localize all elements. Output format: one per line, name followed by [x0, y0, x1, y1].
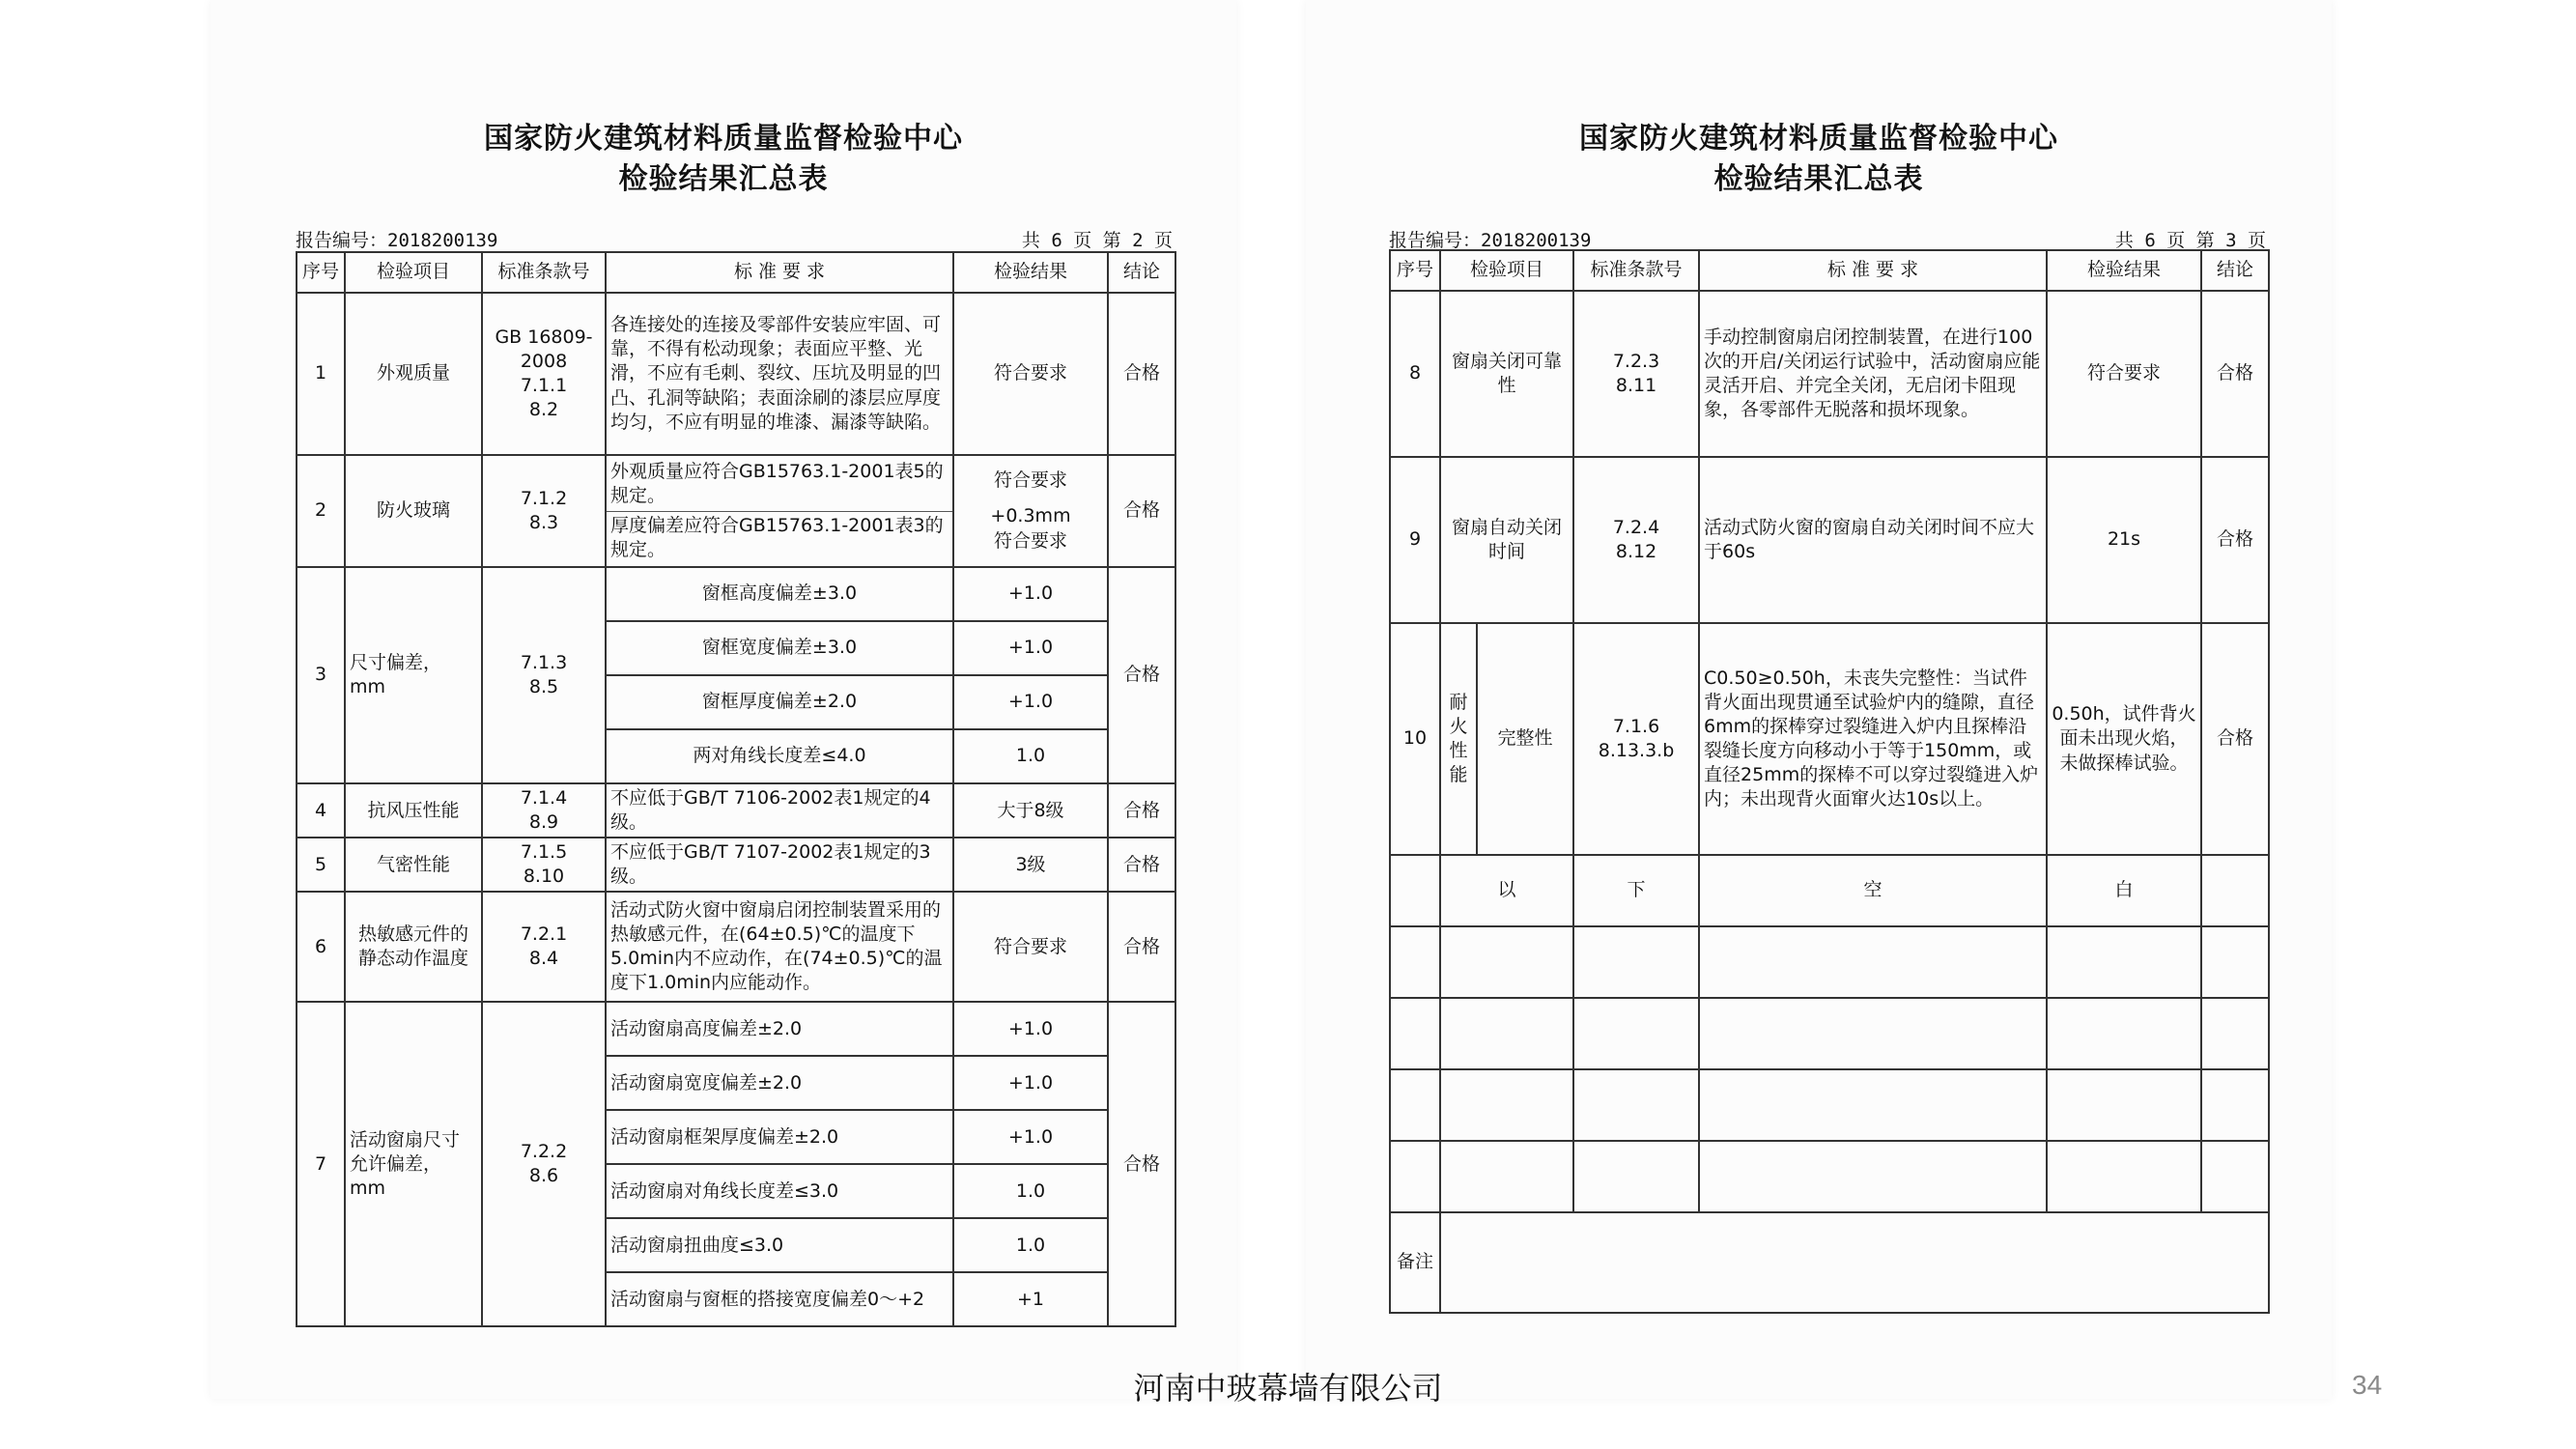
table-row: [297, 293, 1175, 455]
header-no: 序号: [297, 252, 345, 293]
sub-requirement: 活动窗扇框架厚度偏差±2.0: [606, 1110, 953, 1164]
row-conclusion: 合格: [2201, 623, 2269, 855]
header-requirement: 标 准 要 求: [1699, 250, 2047, 291]
clause-line: 7.2.1: [520, 923, 568, 946]
clause-line: 8.6: [528, 1165, 559, 1187]
row-conclusion: 合格: [1108, 455, 1175, 567]
clause-line: 8.13.3.b: [1598, 740, 1675, 761]
clause-line: 7.2.4: [1612, 516, 1660, 538]
sub-result: 1.0: [953, 1218, 1108, 1272]
sub-requirement: 窗框宽度偏差±3.0: [606, 621, 953, 675]
clause-line: 8.12: [1615, 541, 1657, 562]
sub-requirement: 活动窗扇与窗框的搭接宽度偏差0～+2: [606, 1272, 953, 1326]
clause-line: 7.2.2: [520, 1141, 568, 1163]
clause-line: 8.5: [528, 676, 559, 697]
blank-mark: 以: [1440, 855, 1573, 926]
row-no: 10: [1390, 623, 1440, 855]
sub-requirement: 窗框厚度偏差±2.0: [606, 675, 953, 729]
row-no: 1: [297, 293, 345, 455]
table-row: [297, 455, 1175, 567]
row-result: [953, 455, 1108, 567]
sub-result: +1.0: [953, 1002, 1108, 1056]
row-no: 8: [1390, 291, 1440, 457]
results-table: [296, 251, 1176, 1327]
row-conclusion: 合格: [2201, 457, 2269, 623]
row-conclusion: 合格: [1108, 567, 1175, 783]
empty-cell: [2047, 1069, 2201, 1141]
row-no: 7: [297, 1002, 345, 1326]
row-conclusion: 合格: [2201, 291, 2269, 457]
slide-page-number: 34: [2352, 1370, 2383, 1400]
sub-result: +1.0: [953, 1110, 1108, 1164]
vertical-label: 耐火性能: [1449, 691, 1468, 786]
table-header-row: [297, 252, 1175, 293]
sub-result: +1.0: [953, 1056, 1108, 1110]
row-conclusion: 合格: [1108, 838, 1175, 892]
row-no: 4: [297, 783, 345, 838]
row-clause: [482, 455, 606, 567]
clause-line: 8.11: [1615, 375, 1657, 396]
empty-row: [1390, 926, 2269, 998]
empty-row: [1390, 998, 2269, 1069]
empty-cell: [1390, 926, 1440, 998]
empty-cell: [1440, 1141, 1573, 1212]
table-header-row: [1390, 250, 2269, 291]
row-result: 符合要求: [953, 293, 1108, 455]
row-requirement: 不应低于GB/T 7106-2002表1规定的4级。: [606, 783, 953, 838]
result-line: +0.3mm: [990, 505, 1071, 527]
empty-cell: [1699, 998, 2047, 1069]
row-item: 完整性: [1477, 623, 1573, 855]
page-subtitle: 检验结果汇总表: [1713, 162, 1924, 196]
row-clause: [1573, 291, 1699, 457]
empty-cell: [2201, 998, 2269, 1069]
results-table: [1389, 249, 2270, 1314]
clause-line: 7.2.3: [1612, 350, 1660, 372]
blank-mark: 下: [1573, 855, 1699, 926]
row-conclusion: 合格: [1108, 1002, 1175, 1326]
row-requirement: [606, 455, 953, 567]
empty-cell: [1573, 1141, 1699, 1212]
row-clause: [1573, 623, 1699, 855]
sub-requirement: 活动窗扇宽度偏差±2.0: [606, 1056, 953, 1110]
header-clause: 标准条款号: [482, 252, 606, 293]
empty-cell: [1390, 998, 1440, 1069]
page-title: 国家防火建筑材料质量监督检验中心: [1579, 122, 2058, 156]
row-requirement: 手动控制窗扇启闭控制装置，在进行100次的开启/关闭运行试验中，活动窗扇应能灵活开启、并完全关闭，无启闭卡阻现象，各零部件无脱落和损坏现象。: [1699, 291, 2047, 457]
header-item: 检验项目: [1440, 250, 1573, 291]
row-no: 3: [297, 567, 345, 783]
row-item: 活动窗扇尺寸允许偏差，mm: [345, 1002, 482, 1326]
clause-line: 7.1.6: [1612, 715, 1660, 737]
row-result: 大于8级: [953, 783, 1108, 838]
clause-line: GB 16809-: [495, 326, 593, 348]
remarks-content: [1440, 1212, 2269, 1313]
blank-mark: 空: [1699, 855, 2047, 926]
header-clause: 标准条款号: [1573, 250, 1699, 291]
sub-result: +1.0: [953, 567, 1108, 621]
empty-cell: [1699, 1069, 2047, 1141]
row-result: 21s: [2047, 457, 2201, 623]
page-subtitle: 检验结果汇总表: [618, 162, 829, 196]
row-requirement: C0.50≥0.50h，未丧失完整性：当试件背火面出现贯通至试验炉内的缝隙，直径6mm的探棒穿过裂缝进入炉内且探棒沿裂缝长度方向移动小于等于150mm，或直径25mm的探棒不可以穿过裂缝进入炉内；未出现背火面窜火达10s以上。: [1699, 623, 2047, 855]
page-count: 共 6 页 第 3 页: [2114, 230, 2266, 251]
clause-line: 7.1.2: [520, 487, 568, 509]
header-conclusion: 结论: [1108, 252, 1175, 293]
clause-line: 8.4: [528, 948, 559, 970]
clause-line: 7.1.4: [520, 787, 568, 809]
row-result: 0.50h，试件背火面未出现火焰，未做探棒试验。: [2047, 623, 2201, 855]
empty-cell: [1699, 926, 2047, 998]
row-clause: [482, 783, 606, 838]
sub-result: 1.0: [953, 1164, 1108, 1218]
remarks-row: [1390, 1212, 2269, 1313]
table-row: [297, 892, 1175, 1002]
sub-requirement: 活动窗扇对角线长度差≤3.0: [606, 1164, 953, 1218]
row-conclusion: 合格: [1108, 783, 1175, 838]
requirement-line: 厚度偏差应符合GB15763.1-2001表3的规定。: [610, 514, 944, 560]
empty-cell: [2047, 926, 2201, 998]
row-no: 2: [297, 455, 345, 567]
clause-line: 7.1.1: [520, 375, 568, 396]
row-item: 窗扇自动关闭时间: [1440, 457, 1573, 623]
empty-cell: [1573, 998, 1699, 1069]
empty-cell: [1573, 926, 1699, 998]
sub-result: +1.0: [953, 621, 1108, 675]
report-page-left: [211, 0, 1236, 1399]
sub-requirement: 活动窗扇高度偏差±2.0: [606, 1002, 953, 1056]
empty-cell: [1573, 1069, 1699, 1141]
empty-cell: [2201, 1069, 2269, 1141]
row-requirement: 活动式防火窗的窗扇自动关闭时间不应大于60s: [1699, 457, 2047, 623]
sub-result: 1.0: [953, 729, 1108, 783]
sub-result: +1: [953, 1272, 1108, 1326]
row-item: 尺寸偏差，mm: [345, 567, 482, 783]
sub-result: +1.0: [953, 675, 1108, 729]
row-item: 抗风压性能: [345, 783, 482, 838]
empty-cell: [2201, 855, 2269, 926]
empty-cell: [1440, 926, 1573, 998]
empty-cell: [1699, 1141, 2047, 1212]
page-title: 国家防火建筑材料质量监督检验中心: [484, 122, 963, 156]
empty-cell: [2047, 1141, 2201, 1212]
row-result: 符合要求: [953, 892, 1108, 1002]
sub-requirement: 两对角线长度差≤4.0: [606, 729, 953, 783]
row-conclusion: 合格: [1108, 293, 1175, 455]
table-row: [297, 1002, 1175, 1056]
empty-cell: [1390, 1069, 1440, 1141]
clause-line: 8.3: [528, 512, 559, 533]
row-item: 热敏感元件的静态动作温度: [345, 892, 482, 1002]
header-no: 序号: [1390, 250, 1440, 291]
row-result: 符合要求: [2047, 291, 2201, 457]
row-clause: [482, 838, 606, 892]
clause-line: 8.10: [523, 866, 565, 888]
empty-cell: [1440, 998, 1573, 1069]
row-clause: [1573, 457, 1699, 623]
remarks-label: 备注: [1390, 1212, 1440, 1313]
blank-marker-row: [1390, 855, 2269, 926]
row-clause: [482, 892, 606, 1002]
clause-line: 2008: [520, 350, 568, 372]
row-item: 窗扇关闭可靠性: [1440, 291, 1573, 457]
result-line: 符合要求: [993, 469, 1067, 492]
row-requirement: 活动式防火窗中窗扇启闭控制装置采用的热敏感元件，在(64±0.5)℃的温度下5.0min内不应动作，在(74±0.5)℃的温度下1.0min内应能动作。: [606, 892, 953, 1002]
row-item-group: [1440, 623, 1477, 855]
requirement-line: 外观质量应符合GB15763.1-2001表5的规定。: [607, 458, 952, 511]
clause-line: 8.9: [528, 811, 559, 834]
table-row: [297, 783, 1175, 838]
empty-cell: [1390, 1141, 1440, 1212]
header-result: 检验结果: [2047, 250, 2201, 291]
row-no: 9: [1390, 457, 1440, 623]
sub-requirement: 活动窗扇扭曲度≤3.0: [606, 1218, 953, 1272]
row-result: 3级: [953, 838, 1108, 892]
row-requirement: 各连接处的连接及零部件安装应牢固、可靠，不得有松动现象；表面应平整、光滑，不应有毛刺、裂纹、压坑及明显的凹凸、孔洞等缺陷；表面涂刷的漆层应厚度均匀，不应有明显的堆漆、漏漆等缺陷。: [606, 293, 953, 455]
row-no: 5: [297, 838, 345, 892]
row-conclusion: 合格: [1108, 892, 1175, 1002]
footer-company-name: 河南中玻幕墙有限公司: [1133, 1370, 1443, 1406]
clause-line: 8.2: [528, 399, 559, 421]
report-page-right: [1306, 0, 2332, 1399]
row-clause: [482, 293, 606, 455]
clause-line: 7.1.3: [520, 651, 568, 673]
empty-cell: [2201, 926, 2269, 998]
row-requirement: 不应低于GB/T 7107-2002表1规定的3级。: [606, 838, 953, 892]
sub-requirement: 窗框高度偏差±3.0: [606, 567, 953, 621]
empty-cell: [2201, 1141, 2269, 1212]
empty-row: [1390, 1069, 2269, 1141]
table-row: [1390, 457, 2269, 623]
row-clause: [482, 567, 606, 783]
page-count: 共 6 页 第 2 页: [1021, 230, 1173, 251]
empty-cell: [1390, 855, 1440, 926]
empty-row: [1390, 1141, 2269, 1212]
table-row: [1390, 623, 2269, 855]
row-item: 防火玻璃: [345, 455, 482, 567]
blank-mark: 白: [2047, 855, 2201, 926]
row-item: 气密性能: [345, 838, 482, 892]
header-result: 检验结果: [953, 252, 1108, 293]
row-no: 6: [297, 892, 345, 1002]
row-clause: [482, 1002, 606, 1326]
table-row: [297, 567, 1175, 621]
header-item: 检验项目: [345, 252, 482, 293]
result-line: 符合要求: [993, 529, 1067, 552]
report-number: 报告编号：2018200139: [296, 230, 498, 251]
header-conclusion: 结论: [2201, 250, 2269, 291]
table-row: [297, 838, 1175, 892]
row-item: 外观质量: [345, 293, 482, 455]
header-requirement: 标 准 要 求: [606, 252, 953, 293]
empty-cell: [2047, 998, 2201, 1069]
clause-line: 7.1.5: [520, 841, 568, 864]
report-number: 报告编号：2018200139: [1389, 230, 1592, 251]
empty-cell: [1440, 1069, 1573, 1141]
table-row: [1390, 291, 2269, 457]
